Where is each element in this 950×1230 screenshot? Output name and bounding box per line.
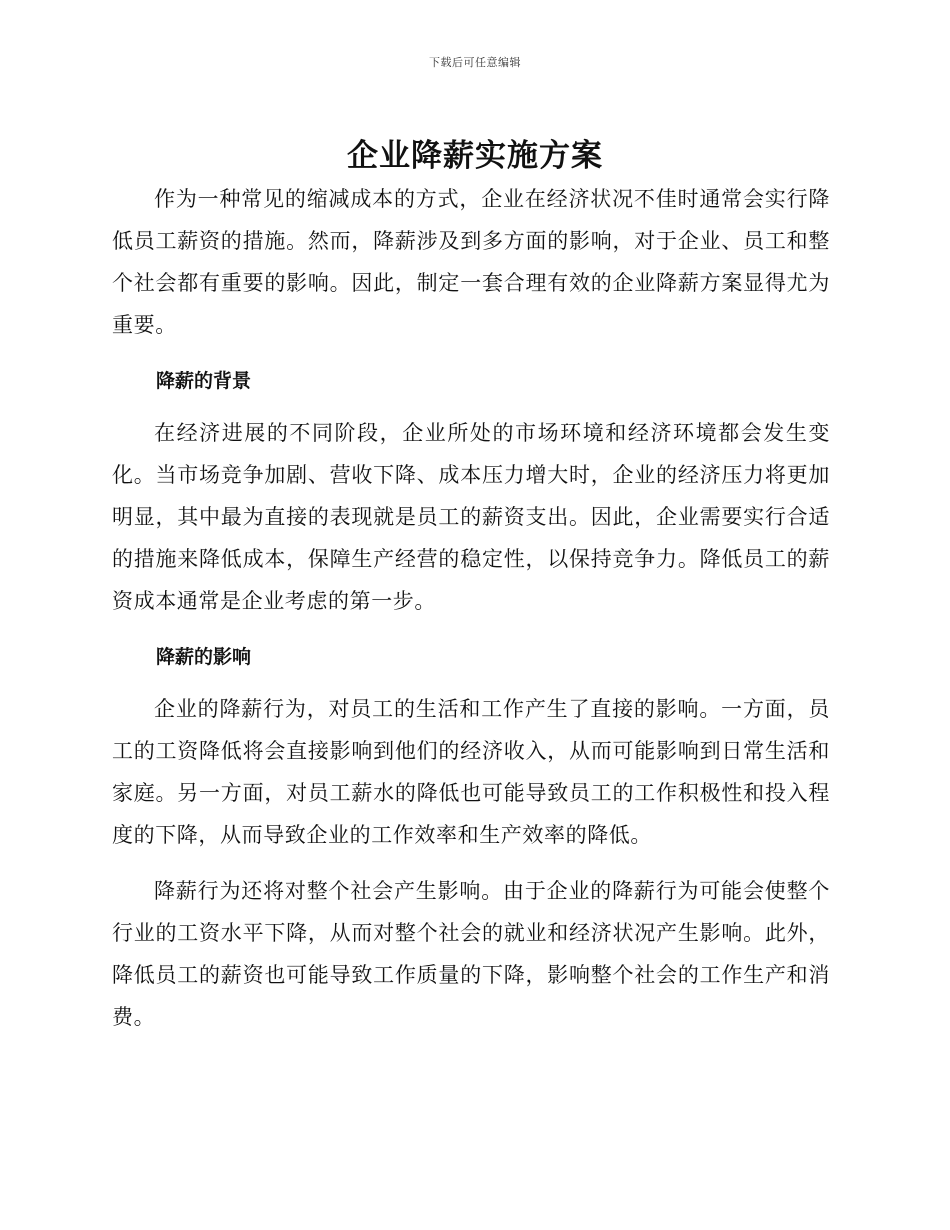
section-heading-background: 降薪的背景 [156,370,252,392]
document-body [112,178,830,1038]
section-heading-impact: 降薪的影响 [156,646,252,668]
intro-paragraph: 作为一种常见的缩减成本的方式，企业在经济状况不佳时通常会实行降低员工薪资的措施。然而，降薪涉及到多方面的影响，对于企业、员工和整个社会都有重要的影响。因此，制定一套合理有效的企业降薪方案显得尤为重要。 [112,187,830,337]
impact-paragraph-employees: 企业的降薪行为，对员工的生活和工作产生了直接的影响。一方面，员工的工资降低将会直接影响到他们的经济收入，从而可能影响到日常生活和家庭。另一方面，对员工薪水的降低也可能导致员工的工作积极性和投入程度的下降，从而导致企业的工作效率和生产效率的降低。 [112,697,830,847]
header-note: 下载后可任意编辑 [429,56,521,69]
background-paragraph: 在经济进展的不同阶段，企业所处的市场环境和经济环境都会发生变化。当市场竞争加剧、营收下降、成本压力增大时，企业的经济压力将更加明显，其中最为直接的表现就是员工的薪资支出。因此，企业需要实行合适的措施来降低成本，保障生产经营的稳定性，以保持竞争力。降低员工的薪资成本通常是企业考虑的第一步。 [112,421,830,613]
page-title: 企业降薪实施方案 [347,138,603,174]
impact-paragraph-society: 降薪行为还将对整个社会产生影响。由于企业的降薪行为可能会使整个行业的工资水平下降，从而对整个社会的就业和经济状况产生影响。此外，降低员工的薪资也可能导致工作质量的下降，影响整个社会的工作生产和消费。 [112,879,830,1029]
